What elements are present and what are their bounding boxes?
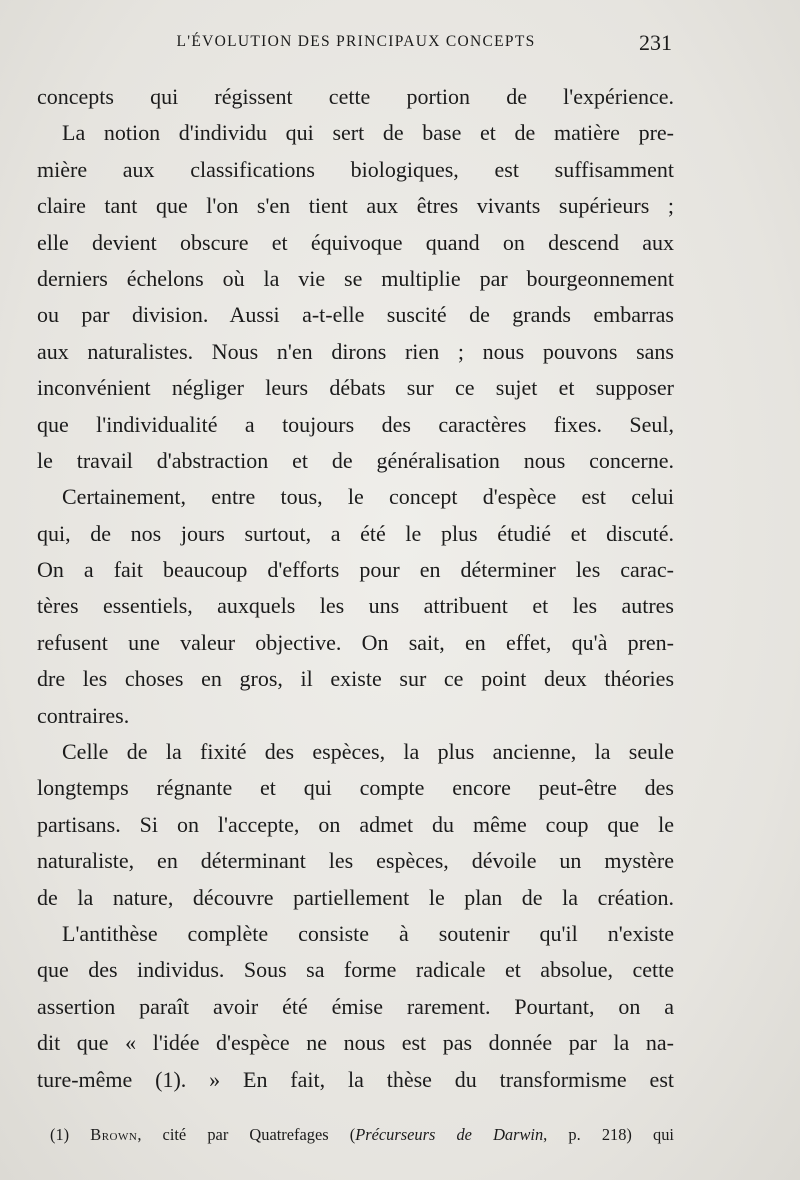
text-line: elle devient obscure et équivoque quand on descend aux (37, 229, 674, 255)
page-number: 231 (639, 30, 672, 55)
body-text (37, 79, 674, 1098)
footnote-marker: (1) (50, 1125, 70, 1144)
text-line: de la nature, découvre partiellement le plan de la création. (37, 884, 674, 910)
text-line: le travail d'abstraction et de généralisation nous concerne. (37, 447, 674, 473)
paragraph-start-line: La notion d'individu qui sert de base et de matière pre- (62, 120, 674, 146)
text-line: mière aux classifications biologiques, est suffisamment (37, 156, 674, 182)
footnote-author: Brown (90, 1125, 138, 1144)
text-line: qui, de nos jours surtout, a été le plus étudié et discuté. (37, 520, 674, 546)
text-line: derniers échelons où la vie se multiplie par bourgeonnement (37, 265, 674, 291)
paragraph-start-line: Celle de la fixité des espèces, la plus ancienne, la seule (62, 739, 674, 765)
text-line: dre les choses en gros, il existe sur ce point deux théories (37, 666, 674, 692)
text-line: refusent une valeur objective. On sait, en effet, qu'à pren- (37, 629, 674, 655)
text-line: que l'individualité a toujours des caractères fixes. Seul, (37, 411, 674, 437)
text-line: inconvénient négliger leurs débats sur ce sujet et supposer (37, 375, 674, 401)
text-line: ture-même (1). » En fait, la thèse du transformisme est (37, 1066, 674, 1092)
text-line: partisans. Si on l'accepte, on admet du même coup que le (37, 811, 674, 837)
running-head: L'ÉVOLUTION DES PRINCIPAUX CONCEPTS (176, 33, 536, 50)
page-header (40, 30, 672, 59)
text-line: aux naturalistes. Nous n'en dirons rien ; nous pouvons sans (37, 338, 674, 364)
footnote-text-end: , p. 218) qui (543, 1125, 674, 1144)
text-line: concepts qui régissent cette portion de l'expérience. (37, 84, 674, 109)
paragraph-start-line: L'antithèse complète consiste à soutenir qu'il n'existe (62, 920, 674, 946)
paragraph-end-line: contraires. (37, 702, 130, 728)
footnote-book-title: Précurseurs de Darwin (355, 1125, 544, 1144)
text-line: longtemps régnante et qui compte encore peut-être des (37, 775, 674, 801)
text-line: claire tant que l'on s'en tient aux êtres vivants supérieurs ; (37, 193, 674, 219)
footnote-text: , cité par Quatrefages ( (137, 1125, 356, 1144)
text-line: On a fait beaucoup d'efforts pour en déterminer les carac- (37, 557, 674, 583)
paragraph-start-line: Certainement, entre tous, le concept d'espèce est celui (62, 484, 674, 510)
text-line: dit que « l'idée d'espèce ne nous est pas donnée par la na- (37, 1030, 674, 1056)
footnote (50, 1123, 674, 1147)
text-line: tères essentiels, auxquels les uns attribuent et les autres (37, 593, 674, 619)
text-line: que des individus. Sous sa forme radicale et absolue, cette (37, 957, 674, 983)
text-line: ou par division. Aussi a-t-elle suscité de grands embarras (37, 302, 674, 328)
text-line: assertion paraît avoir été émise rarement. Pourtant, on a (37, 993, 674, 1019)
text-line: naturaliste, en déterminant les espèces, dévoile un mystère (37, 848, 674, 874)
